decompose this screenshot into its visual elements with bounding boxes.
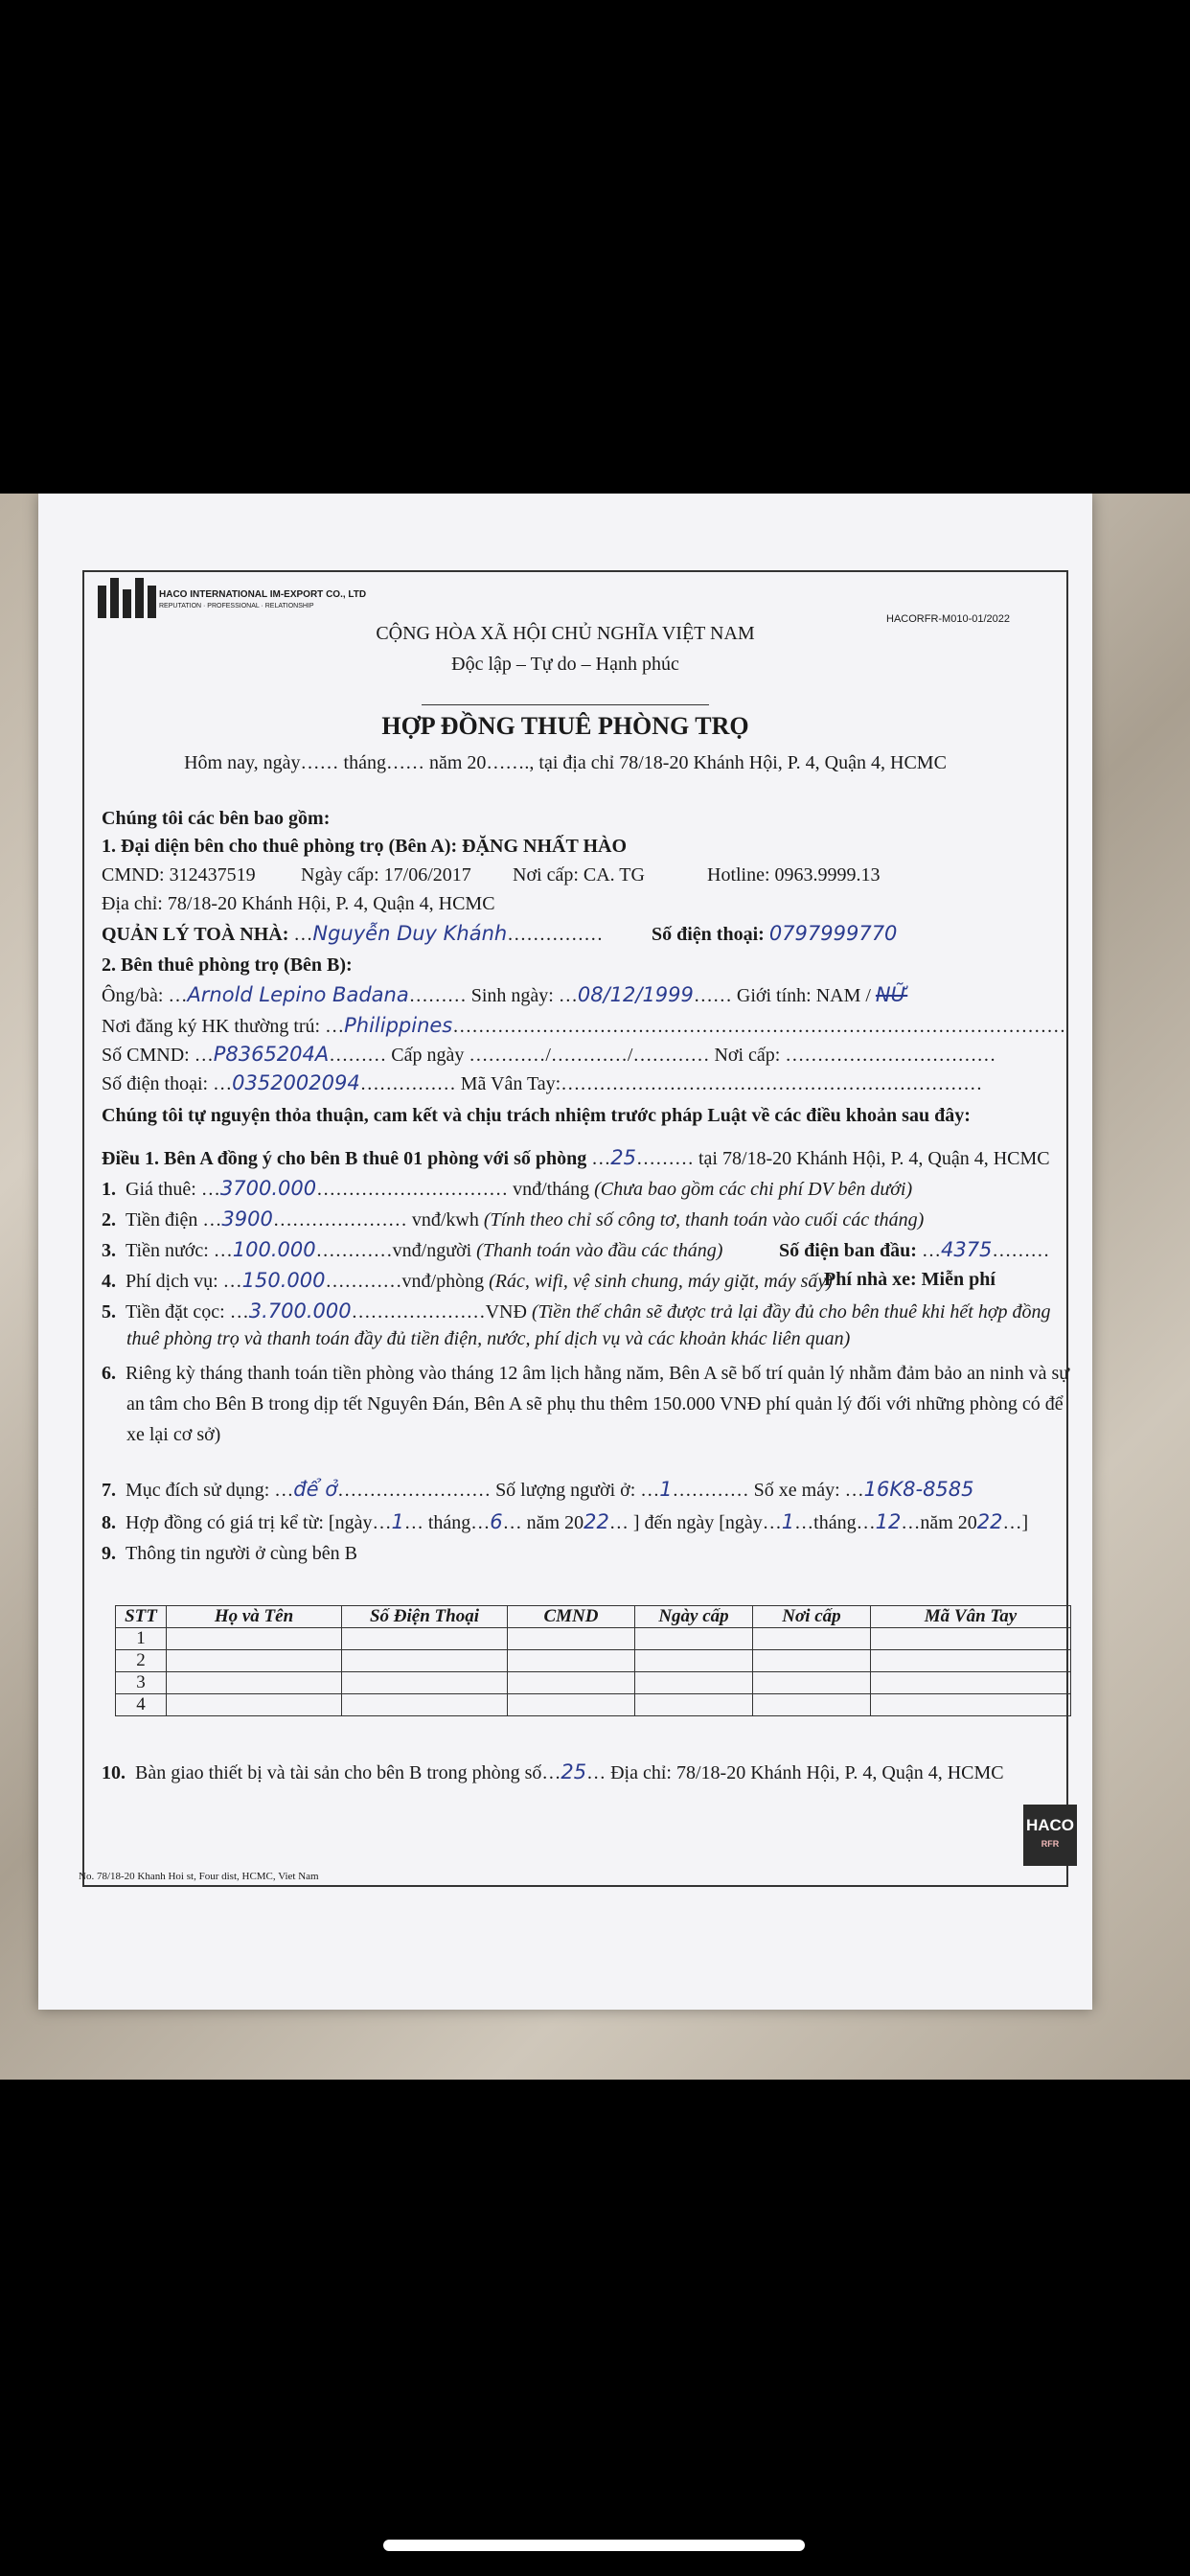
bikes-value: 16K8-8585 bbox=[863, 1478, 974, 1501]
col-id: CMND bbox=[508, 1606, 635, 1628]
party-a-issue-place: Nơi cấp: CA. TG bbox=[513, 864, 645, 886]
item-7 bbox=[102, 1478, 974, 1502]
table-row bbox=[116, 1672, 1071, 1694]
item-electric-note: (Tính theo chỉ số công tơ, thanh toán vào cuối các tháng) bbox=[483, 1209, 925, 1230]
table-cell bbox=[871, 1650, 1071, 1672]
company-logo-icon bbox=[98, 578, 155, 618]
table-cell bbox=[342, 1628, 508, 1650]
motto-divider bbox=[422, 704, 709, 705]
item-6-line-2: an tâm cho Bên B trong dịp tết Nguyên Đán, Bên A sẽ phụ thu thêm 150.000 VNĐ phí quản lý đối với những phòng có để bbox=[126, 1393, 1064, 1414]
form-code: HACORFR-M010-01/2022 bbox=[886, 613, 1010, 625]
table-row bbox=[116, 1694, 1071, 1716]
party-b-phone-line: Số điện thoại: …0352002094…………… Mã Vân Tay:………………………………………………………… bbox=[102, 1071, 983, 1094]
party-b-gender: Giới tính: NAM / bbox=[736, 985, 871, 1006]
start-year: 22 bbox=[584, 1510, 609, 1533]
manager-phone-line bbox=[652, 922, 897, 946]
intro: Chúng tôi các bên bao gồm: bbox=[102, 808, 331, 829]
item-deposit-note: (Tiền thế chân sẽ được trả lại đầy đủ cho bên thuê khi hết hợp đồng bbox=[531, 1301, 1051, 1322]
table-cell bbox=[635, 1650, 753, 1672]
item-deposit-value: 3.700.000 bbox=[248, 1300, 352, 1322]
item-water bbox=[102, 1238, 722, 1262]
item-deposit-after: …………………VNĐ bbox=[351, 1301, 527, 1322]
row-number: 2 bbox=[116, 1650, 167, 1672]
item-rent-value: 3700.000 bbox=[219, 1177, 317, 1200]
party-a-hotline: Hotline: 0963.9999.13 bbox=[707, 864, 881, 886]
start-year-label: … năm 20 bbox=[502, 1512, 584, 1533]
item-10-room: 25 bbox=[561, 1760, 587, 1783]
stamp-text: HACO bbox=[1025, 1816, 1075, 1834]
party-b-name-line: Ông/bà: …Arnold Lepino Badana……… Sinh ngày: …08/12/1999…… Giới tính: NAM / NỮ bbox=[102, 983, 908, 1006]
nation-heading: CỘNG HÒA XÃ HỘI CHỦ NGHĨA VIỆT NAM bbox=[376, 623, 755, 644]
id-label: Số CMND: bbox=[102, 1045, 190, 1066]
parking-fee: Phí nhà xe: Miễn phí bbox=[824, 1269, 995, 1290]
col-issue-place: Nơi cấp bbox=[753, 1606, 871, 1628]
gender-strike: NỮ bbox=[875, 983, 908, 1006]
dob-dots: …… bbox=[693, 985, 732, 1006]
item-electric-after: ………………… vnđ/kwh bbox=[272, 1209, 479, 1230]
end-day: 1 bbox=[781, 1510, 795, 1533]
table-cell bbox=[871, 1672, 1071, 1694]
item-6-line-1: Riêng kỳ tháng thanh toán tiền phòng vào tháng 12 âm lịch hằng năm, Bên A sẽ bố trí quản lý nhằm đảm bảo an ninh và sự bbox=[126, 1363, 1070, 1384]
table-cell bbox=[753, 1650, 871, 1672]
motto: Độc lập – Tự do – Hạnh phúc bbox=[451, 654, 679, 675]
item-8-to: … ] đến ngày [ngày… bbox=[608, 1512, 782, 1533]
party-a-heading: 1. Đại diện bên cho thuê phòng trọ (Bên A): bbox=[102, 836, 458, 857]
table-cell bbox=[508, 1628, 635, 1650]
party-b-name-dots: ……… bbox=[408, 985, 467, 1006]
item-10 bbox=[102, 1760, 1004, 1784]
col-fingerprint: Mã Vân Tay bbox=[871, 1606, 1071, 1628]
row-number: 4 bbox=[116, 1694, 167, 1716]
manager-dots: …………… bbox=[507, 924, 604, 945]
item-deposit bbox=[102, 1300, 1051, 1323]
table-row bbox=[116, 1650, 1071, 1672]
party-b-dob: 08/12/1999 bbox=[577, 983, 694, 1006]
item-water-value: 100.000 bbox=[232, 1238, 316, 1261]
document-photo bbox=[0, 494, 1190, 2080]
party-a-address: Địa chỉ: 78/18-20 Khánh Hội, P. 4, Quận 4, HCMC bbox=[102, 893, 495, 914]
dob-label: Sinh ngày: bbox=[470, 985, 554, 1006]
party-b-name-label: Ông/bà: bbox=[102, 985, 164, 1006]
meter-dots: ……… bbox=[992, 1240, 1050, 1261]
end-year-label: …năm 20 bbox=[901, 1512, 977, 1533]
manager-name: Nguyễn Duy Khánh bbox=[312, 922, 508, 945]
party-a-name: ĐẶNG NHẤT HÀO bbox=[462, 836, 628, 857]
col-issue-date: Ngày cấp bbox=[635, 1606, 753, 1628]
table-cell bbox=[635, 1694, 753, 1716]
row-number: 3 bbox=[116, 1672, 167, 1694]
footer-address: No. 78/18-20 Khanh Hoi st, Four dist, HCMC, Viet Nam bbox=[79, 1871, 319, 1882]
party-a-issue-date: Ngày cấp: 17/06/2017 bbox=[301, 864, 471, 886]
start-month: 6 bbox=[490, 1510, 503, 1533]
item-10-label: Bàn giao thiết bị và tài sản cho bên B trong phòng số… bbox=[135, 1762, 561, 1783]
meter-value: 4375 bbox=[940, 1238, 993, 1261]
item-electric bbox=[102, 1208, 924, 1231]
table-cell bbox=[342, 1672, 508, 1694]
party-a-section bbox=[102, 836, 627, 858]
item-9-no: 9. bbox=[102, 1543, 116, 1564]
item-rent-after: ………………………… vnđ/tháng bbox=[316, 1179, 590, 1200]
purpose-dots: …………………… bbox=[337, 1480, 492, 1501]
party-b-hk-line bbox=[102, 1014, 1065, 1038]
home-indicator[interactable] bbox=[383, 2540, 805, 2551]
fingerprint: …………… Mã Vân Tay:………………………………………………………… bbox=[359, 1073, 983, 1094]
people-dots: ………… bbox=[672, 1480, 749, 1501]
item-8 bbox=[102, 1510, 1028, 1534]
agreement: Chúng tôi tự nguyện thỏa thuận, cam kết và chịu trách nhiệm trước pháp Luật về các điều khoản sau đây: bbox=[102, 1105, 971, 1126]
table-header-row bbox=[116, 1606, 1071, 1628]
article-1-rest: ……… tại 78/18-20 Khánh Hội, P. 4, Quận 4, HCMC bbox=[635, 1148, 1050, 1169]
id-rest: ……… Cấp ngày …………/…………/………… Nơi cấp: …………………………… bbox=[329, 1045, 996, 1066]
purpose-label: Mục đích sử dụng: … bbox=[126, 1480, 294, 1501]
item-10-after: … Địa chỉ: 78/18-20 Khánh Hội, P. 4, Quận 4, HCMC bbox=[586, 1762, 1004, 1783]
party-b-heading: 2. Bên thuê phòng trọ (Bên B): bbox=[102, 954, 353, 976]
table-cell bbox=[167, 1672, 342, 1694]
deposit-note-2: thuê phòng trọ và thanh toán đầy đủ tiền điện, nước, phí dịch vụ và các khoản khác liên quan) bbox=[126, 1328, 851, 1349]
company-tagline: REPUTATION · PROFESSIONAL · RELATIONSHIP bbox=[159, 603, 314, 610]
item-water-note: (Thanh toán vào đầu các tháng) bbox=[476, 1240, 723, 1261]
col-stt: STT bbox=[116, 1606, 167, 1628]
page-title: HỢP ĐỒNG THUÊ PHÒNG TRỌ bbox=[381, 712, 749, 740]
meter-label: Số điện ban đầu: bbox=[779, 1240, 917, 1261]
end-month: 12 bbox=[875, 1510, 902, 1533]
item-service bbox=[102, 1269, 833, 1293]
item-electric-no: 2. bbox=[102, 1209, 116, 1230]
party-b-hk: Philippines bbox=[344, 1014, 453, 1037]
party-b-phone-label: Số điện thoại: bbox=[102, 1073, 209, 1094]
table-cell bbox=[635, 1628, 753, 1650]
item-rent-label: Giá thuê: … bbox=[126, 1179, 220, 1200]
article-1-room: 25 bbox=[610, 1146, 636, 1169]
start-day: 1 bbox=[391, 1510, 404, 1533]
table-cell bbox=[635, 1672, 753, 1694]
item-deposit-no: 5. bbox=[102, 1301, 116, 1322]
item-deposit-label: Tiền đặt cọc: … bbox=[126, 1301, 249, 1322]
party-b-id-line: Số CMND: …P8365204A……… Cấp ngày …………/…………/………… Nơi cấp: …………………………… bbox=[102, 1043, 996, 1066]
manager-label: QUẢN LÝ TOÀ NHÀ: bbox=[102, 924, 289, 945]
table-cell bbox=[508, 1694, 635, 1716]
table-cell bbox=[342, 1650, 508, 1672]
start-month-label: … tháng… bbox=[403, 1512, 491, 1533]
manager-phone-label: Số điện thoại: bbox=[652, 924, 765, 945]
party-b-name: Arnold Lepino Badana bbox=[187, 983, 409, 1006]
table-cell bbox=[167, 1694, 342, 1716]
end-year: 22 bbox=[976, 1510, 1003, 1533]
co-tenant-table bbox=[115, 1605, 1071, 1716]
meter-line: Số điện ban đầu: …4375……… bbox=[779, 1238, 1050, 1261]
hk-dots: …………………………………………………………………………………… bbox=[452, 1016, 1066, 1037]
table-cell bbox=[871, 1694, 1071, 1716]
item-electric-value: 3900 bbox=[221, 1208, 273, 1230]
table-cell bbox=[342, 1694, 508, 1716]
item-6-no: 6. bbox=[102, 1363, 116, 1384]
table-row bbox=[116, 1628, 1071, 1650]
purpose-value: để ở bbox=[293, 1478, 338, 1501]
people-value: 1 bbox=[659, 1478, 673, 1501]
table-cell bbox=[167, 1628, 342, 1650]
table-cell bbox=[508, 1650, 635, 1672]
contract-paper bbox=[38, 494, 1092, 2010]
item-7-no: 7. bbox=[102, 1480, 116, 1501]
item-9 bbox=[102, 1543, 357, 1565]
item-electric-label: Tiền điện … bbox=[126, 1209, 222, 1230]
item-rent-no: 1. bbox=[102, 1179, 116, 1200]
item-6-line-3: xe lại cơ sở) bbox=[126, 1424, 221, 1445]
col-name: Họ và Tên bbox=[167, 1606, 342, 1628]
item-rent-note: (Chưa bao gồm các chi phí DV bên dưới) bbox=[594, 1179, 913, 1200]
item-rent bbox=[102, 1177, 912, 1201]
item-service-note: (Rác, wifi, vệ sinh chung, máy giặt, máy sấy) bbox=[489, 1271, 833, 1292]
item-8-end: …] bbox=[1002, 1512, 1029, 1533]
item-water-no: 3. bbox=[102, 1240, 116, 1261]
party-b-id: P8365204A bbox=[213, 1043, 330, 1066]
item-8-label: Hợp đồng có giá trị kể từ: [ngày… bbox=[126, 1512, 392, 1533]
item-water-label: Tiền nước: … bbox=[126, 1240, 233, 1261]
col-phone: Số Điện Thoại bbox=[342, 1606, 508, 1628]
party-a-id: CMND: 312437519 bbox=[102, 864, 256, 886]
people-label: Số lượng người ở: … bbox=[495, 1480, 660, 1501]
item-water-after: …………vnđ/người bbox=[315, 1240, 472, 1261]
table-cell bbox=[167, 1650, 342, 1672]
item-service-label: Phí dịch vụ: … bbox=[126, 1271, 242, 1292]
manager-line: QUẢN LÝ TOÀ NHÀ: …Nguyễn Duy Khánh…………… bbox=[102, 922, 604, 945]
haco-stamp bbox=[1023, 1805, 1077, 1866]
stamp-sub: RFR bbox=[1041, 1839, 1060, 1849]
article-1: Điều 1. Bên A đồng ý cho bên B thuê 01 phòng với số phòng …25……… tại 78/18-20 Khánh Hội, P. 4, Quận 4, HCMC bbox=[102, 1146, 1050, 1169]
table-cell bbox=[753, 1672, 871, 1694]
item-6 bbox=[102, 1363, 1069, 1385]
item-service-after: …………vnđ/phòng bbox=[325, 1271, 485, 1292]
table-cell bbox=[753, 1694, 871, 1716]
end-month-label: …tháng… bbox=[794, 1512, 876, 1533]
table-cell bbox=[508, 1672, 635, 1694]
item-10-no: 10. bbox=[102, 1762, 126, 1783]
hk-label: Nơi đăng ký HK thường trú: … bbox=[102, 1016, 345, 1037]
article-1-text: Điều 1. Bên A đồng ý cho bên B thuê 01 phòng với số phòng bbox=[102, 1148, 587, 1169]
row-number: 1 bbox=[116, 1628, 167, 1650]
manager-phone: 0797999770 bbox=[768, 922, 898, 945]
company-name: HACO INTERNATIONAL IM-EXPORT CO., LTD bbox=[159, 589, 367, 600]
bikes-label: Số xe máy: … bbox=[753, 1480, 864, 1501]
item-service-no: 4. bbox=[102, 1271, 116, 1292]
date-line: Hôm nay, ngày…… tháng…… năm 20……., tại địa chỉ 78/18-20 Khánh Hội, P. 4, Quận 4, HCMC bbox=[184, 752, 947, 773]
table-cell bbox=[753, 1628, 871, 1650]
item-8-no: 8. bbox=[102, 1512, 116, 1533]
party-b-phone: 0352002094 bbox=[232, 1071, 360, 1094]
item-service-value: 150.000 bbox=[241, 1269, 326, 1292]
table-cell bbox=[871, 1628, 1071, 1650]
item-9-label: Thông tin người ở cùng bên B bbox=[126, 1543, 357, 1564]
